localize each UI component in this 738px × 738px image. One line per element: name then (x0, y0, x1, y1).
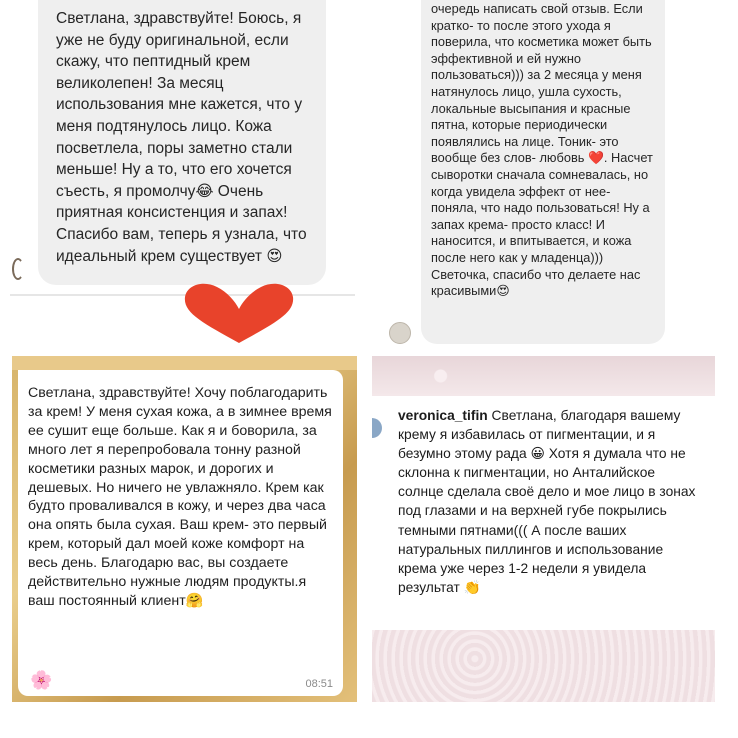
message-bubble (18, 370, 343, 696)
username[interactable]: veronica_tifin (398, 408, 488, 423)
review-panel-2 (375, 0, 715, 352)
message-text: Светлана, здравствуйте! Хочу поблагодарить за крем! У меня сухая кожа, а в зимнее время ее сушит еще больше. Как я и боворила, за много лет я перепробовала тонну разной косметики разных марок, и дорогих и дешевых. Но ничего не увлажняло. Крем как будто проваливался в кожу, и через два часа она опять была сухая. Ваш крем- это первый крем, который дал моей коже комфорт на весь день. Благодарю вас, вы создаете действительно нужные людям продукты.я ваш постоянный клиент🤗 (28, 385, 332, 609)
comment-text (398, 406, 701, 597)
heart-icon (183, 283, 295, 343)
message-time: 08:51 (305, 678, 333, 690)
comment (372, 396, 715, 630)
avatar (12, 258, 24, 280)
lace-background (372, 356, 715, 396)
review-panel-1 (10, 0, 355, 300)
message-bubble (421, 0, 665, 344)
message-text: очередь написать свой отзыв. Если кратко- то после этого ухода я поверила, что косметика может быть эффективной и ей нужно пользоваться))) за 2 месяца у меня натянулось лицо, ушла сухость, локальные высыпания и красные пятна, которые периодически появлялись на лице. Тоник- это вообще без слов- любовь ❤️. Насчет сыворотки сначала сомневалась, но когда увидела эффект от нее- поняла, что надо пользоваться! Ну а запах крема- просто класс! И наносится, и впитывается, и кожа после него как у младенца))) Светочка, спасибо что делаете нас красивыми😍 (431, 1, 653, 299)
review-panel-3 (12, 356, 357, 702)
flower-icon: 🌸 (30, 670, 53, 690)
review-panel-4 (372, 356, 715, 702)
comment-body: Светлана, благодаря вашему крему я избавилась от пигментации, и я безумно этому рада 😀 Хотя я думала что не склонна к пигментации, но Анталийское солнце сделала своё дело и мое лицо в зонах под глазами и на верхней губе покрылись темными пятнами((( А после ваших натуральных пиллингов и использование крема уже через 1-2 недели я увидела результат 👏 (398, 408, 696, 595)
message-bubble (38, 0, 326, 285)
avatar (389, 322, 411, 344)
message-text: Светлана, здравствуйте! Боюсь, я уже не буду оригинальной, если скажу, что пептидный крем великолепен! За месяц использования мне кажется, что у меня подтянулось лицо. Кожа посветлела, поры заметно стали меньше! Ну а то, что его хочется съесть, я промолчу😂 Очень приятная консистенция и запах! Спасибо вам, теперь я узнала, что идеальный крем существует 😍 (56, 10, 307, 265)
wheat-background (12, 356, 357, 370)
lace-background (372, 630, 715, 702)
